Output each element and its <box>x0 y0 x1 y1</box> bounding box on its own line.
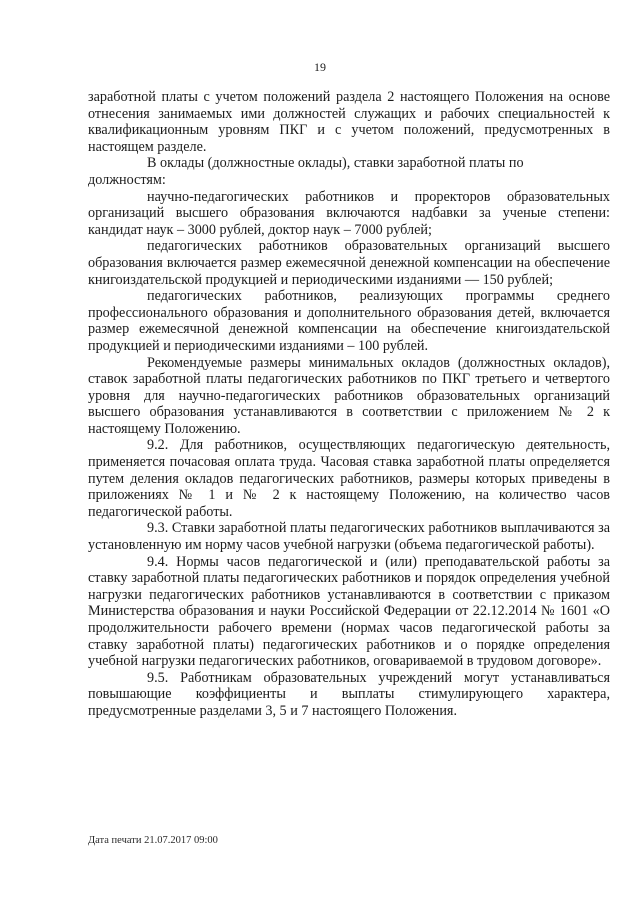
paragraph-positions-label: должностям: <box>88 171 166 188</box>
print-date-footer: Дата печати 21.07.2017 09:00 <box>88 835 218 846</box>
paragraph-9-2: 9.2. Для работников, осуществляющих педагогическую деятельность, применяется почасовая оплата труда. Часовая ставка заработной платы определяется путем деления окладов педагогических работников, размеры которых приведены в приложениях № 1 и № 2 к настоящему Положению, на количество часов педагогической работы. <box>88 437 610 520</box>
paragraph-scientific-staff: научно-педагогических работников и проректоров образовательных организаций высшего образования включаются надбавки за ученые степени: кандидат наук – 3000 рублей, доктор наук – 7000 рублей; <box>88 188 610 238</box>
paragraph-higher-ed-compensation: педагогических работников образовательных организаций высшего образования включается размер ежемесячной денежной компенсации на обеспечение книгоиздательской продукцией и периодическими изданиями — 150 рублей; <box>88 238 610 288</box>
document-body <box>88 89 610 720</box>
paragraph-recommended-salaries: Рекомендуемые размеры минимальных окладов (должностных окладов), ставок заработной платы педагогических работников по ПКГ третьего и четвертого уровня для научно-педагогических работников образовательных организаций высшего образования устанавливаются в соответствии с приложением № 2 к настоящему Положению. <box>88 354 610 437</box>
paragraph-9-3: 9.3. Ставки заработной платы педагогических работников выплачиваются за установленную им норму часов учебной нагрузки (объема педагогической работы). <box>88 520 610 554</box>
paragraph-secondary-ed-compensation: педагогических работников, реализующих программы среднего профессионального образования и дополнительного образования детей, включается размер ежемесячной денежной компенсации на обеспечение книгоиздательской продукцией и периодическими изданиями – 100 рублей. <box>88 288 610 354</box>
paragraph-9-5: 9.5. Работникам образовательных учреждений могут устанавливаться повышающие коэффициенты и выплаты стимулирующего характера, предусмотренные разделами 3, 5 и 7 настоящего Положения. <box>88 669 610 719</box>
paragraph-continuation: заработной платы с учетом положений раздела 2 настоящего Положения на основе отнесения занимаемых ими должностей служащих и рабочих специальностей к квалификационным уровням ПКГ и с учетом положений, предусмотренных в настоящем разделе. <box>88 89 610 155</box>
paragraph-salaries-intro: В оклады (должностные оклады), ставки заработной платы по <box>147 155 524 172</box>
page-number: 19 <box>314 60 326 74</box>
paragraph-9-4: 9.4. Нормы часов педагогической и (или) преподавательской работы за ставку заработной платы педагогических работников и порядок определения учебной нагрузки педагогических работников устанавливаются в соответствии с приказом Министерства образования и науки Российской Федерации от 22.12.2014 № 1601 «О продолжительности рабочего времени (нормах часов педагогической работы за ставку заработной платы) педагогических работников и о порядке определения учебной нагрузки педагогических работников, оговариваемой в трудовом договоре». <box>88 553 610 670</box>
